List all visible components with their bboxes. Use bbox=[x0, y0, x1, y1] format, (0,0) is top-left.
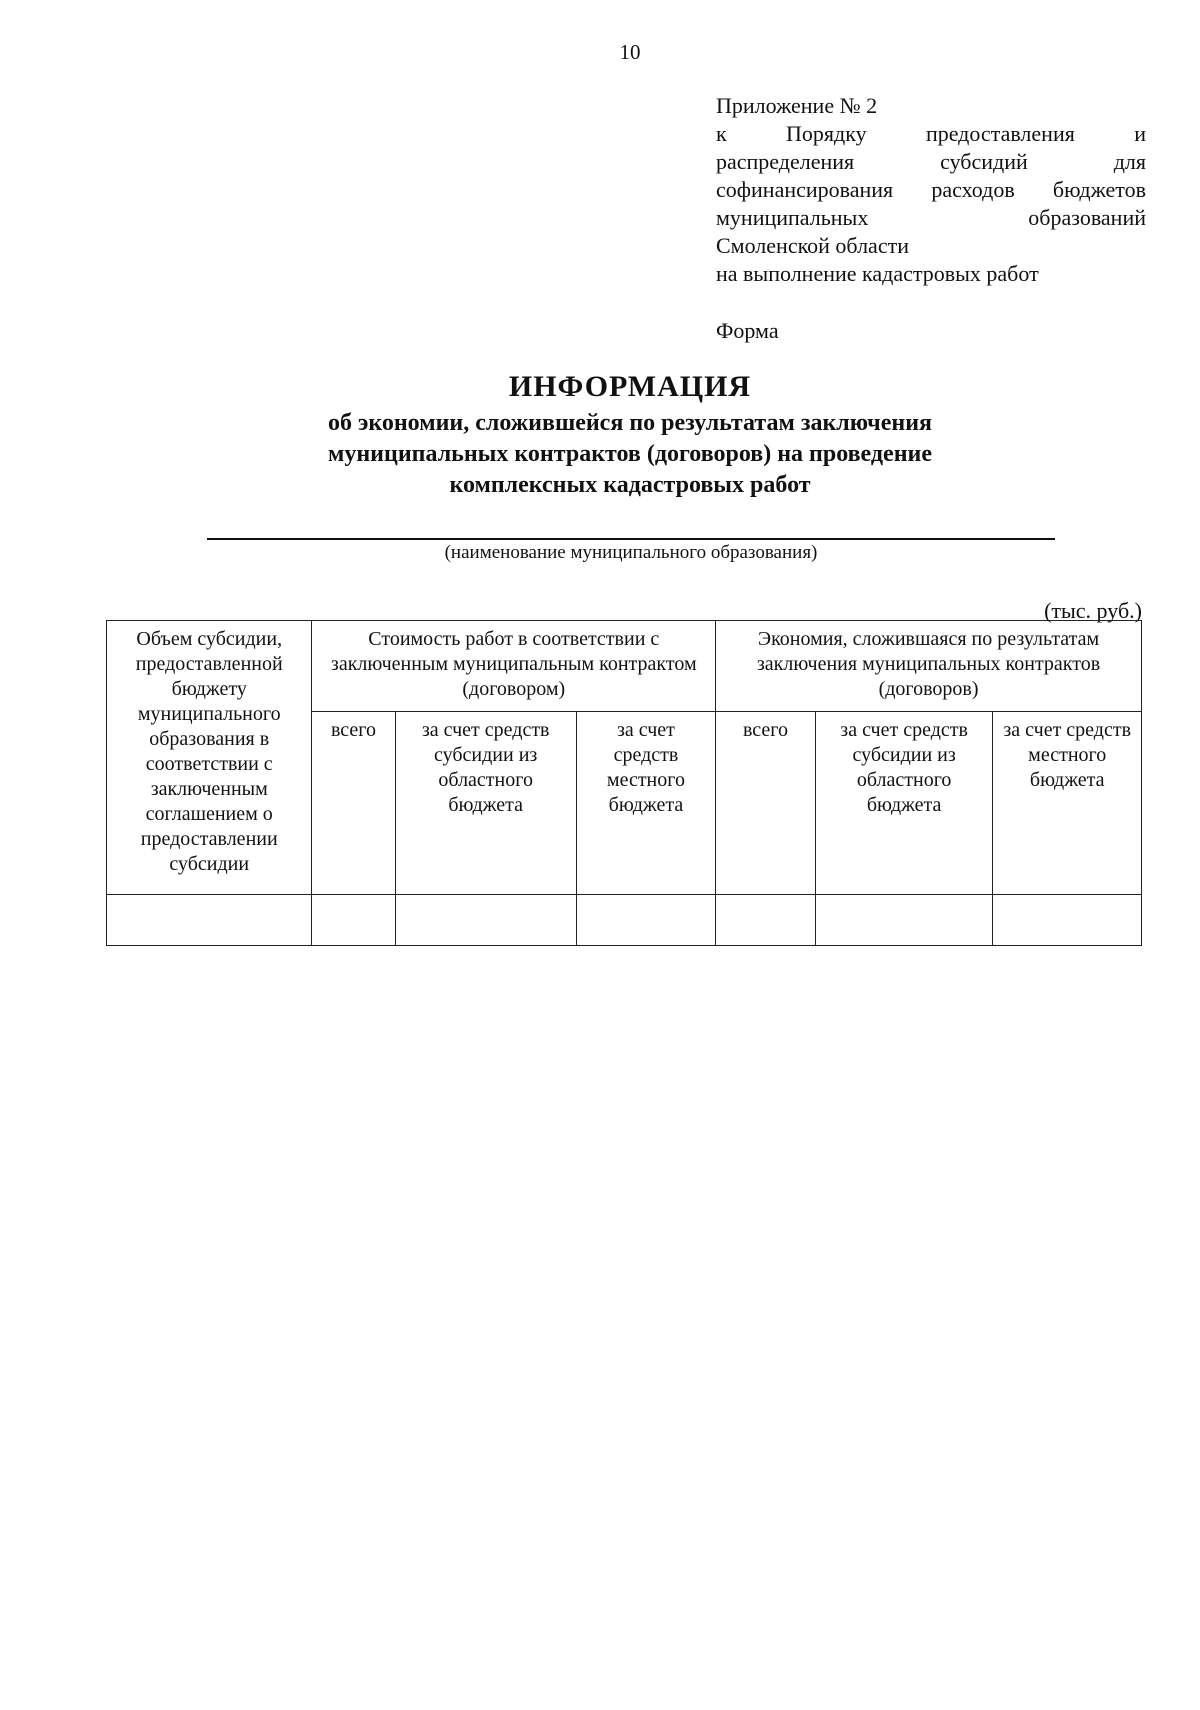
appendix-word: для bbox=[1113, 149, 1146, 174]
appendix-word: расходов bbox=[931, 177, 1015, 202]
title-main: ИНФОРМАЦИЯ bbox=[508, 370, 752, 403]
appendix-block bbox=[716, 92, 1146, 288]
title-line-3: комплексных кадастровых работ bbox=[449, 472, 811, 498]
table-cell[interactable] bbox=[395, 895, 576, 946]
appendix-word: софинансирования bbox=[716, 177, 894, 202]
municipality-name-line bbox=[207, 538, 1055, 540]
table-cell[interactable] bbox=[815, 895, 993, 946]
appendix-word: к bbox=[716, 121, 727, 146]
subheader-economy-total: всего bbox=[716, 712, 816, 895]
appendix-line-6: Смоленской области bbox=[716, 233, 909, 258]
appendix-word: распределения bbox=[716, 149, 855, 174]
appendix-word: Порядку bbox=[786, 121, 867, 146]
municipality-name-caption: (наименование муниципального образования) bbox=[444, 542, 818, 563]
subheader-cost-total: всего bbox=[312, 712, 395, 895]
appendix-line-2 bbox=[716, 120, 1146, 148]
table-cell[interactable] bbox=[107, 895, 312, 946]
subheader-cost-local: за счет средств местного бюджета bbox=[576, 712, 715, 895]
table-row bbox=[107, 895, 1142, 946]
table-cell[interactable] bbox=[312, 895, 395, 946]
appendix-word: и bbox=[1134, 121, 1146, 146]
appendix-word: бюджетов bbox=[1052, 177, 1146, 202]
page-number: 10 bbox=[619, 40, 641, 64]
appendix-word: предоставления bbox=[925, 121, 1075, 146]
header-subsidy-volume: Объем субсидии, предоставленной бюджету муниципального образования в соответствии с заключенным соглашением о предоставлении субсидии bbox=[107, 621, 312, 895]
appendix-line-4 bbox=[716, 176, 1146, 204]
title-line-2: муниципальных контрактов (договоров) на проведение bbox=[328, 441, 932, 467]
appendix-line-5 bbox=[716, 204, 1146, 232]
appendix-line-3 bbox=[716, 148, 1146, 176]
appendix-word: субсидий bbox=[940, 149, 1028, 174]
table-cell[interactable] bbox=[993, 895, 1142, 946]
header-contract-cost: Стоимость работ в соответствии с заключенным муниципальным контрактом (договором) bbox=[312, 621, 716, 712]
appendix-line-7: на выполнение кадастровых работ bbox=[716, 261, 1039, 286]
appendix-word: образований bbox=[1028, 205, 1146, 230]
header-economy: Экономия, сложившаяся по результатам заключения муниципальных контрактов (договоров) bbox=[716, 621, 1142, 712]
appendix-word: муниципальных bbox=[716, 205, 869, 230]
form-label: Форма bbox=[716, 318, 779, 343]
subheader-economy-local: за счет средств местного бюджета bbox=[993, 712, 1142, 895]
appendix-title: Приложение № 2 bbox=[716, 93, 878, 118]
units-label: (тыс. руб.) bbox=[1044, 598, 1142, 623]
economy-table bbox=[106, 620, 1142, 946]
subheader-cost-regional: за счет средств субсидии из областного бюджета bbox=[395, 712, 576, 895]
table-cell[interactable] bbox=[716, 895, 816, 946]
table-header-row bbox=[107, 621, 1142, 712]
table-cell[interactable] bbox=[576, 895, 715, 946]
document-title bbox=[190, 370, 1070, 501]
subheader-economy-regional: за счет средств субсидии из областного бюджета bbox=[815, 712, 993, 895]
title-line-1: об экономии, сложившейся по результатам заключения bbox=[327, 410, 933, 436]
